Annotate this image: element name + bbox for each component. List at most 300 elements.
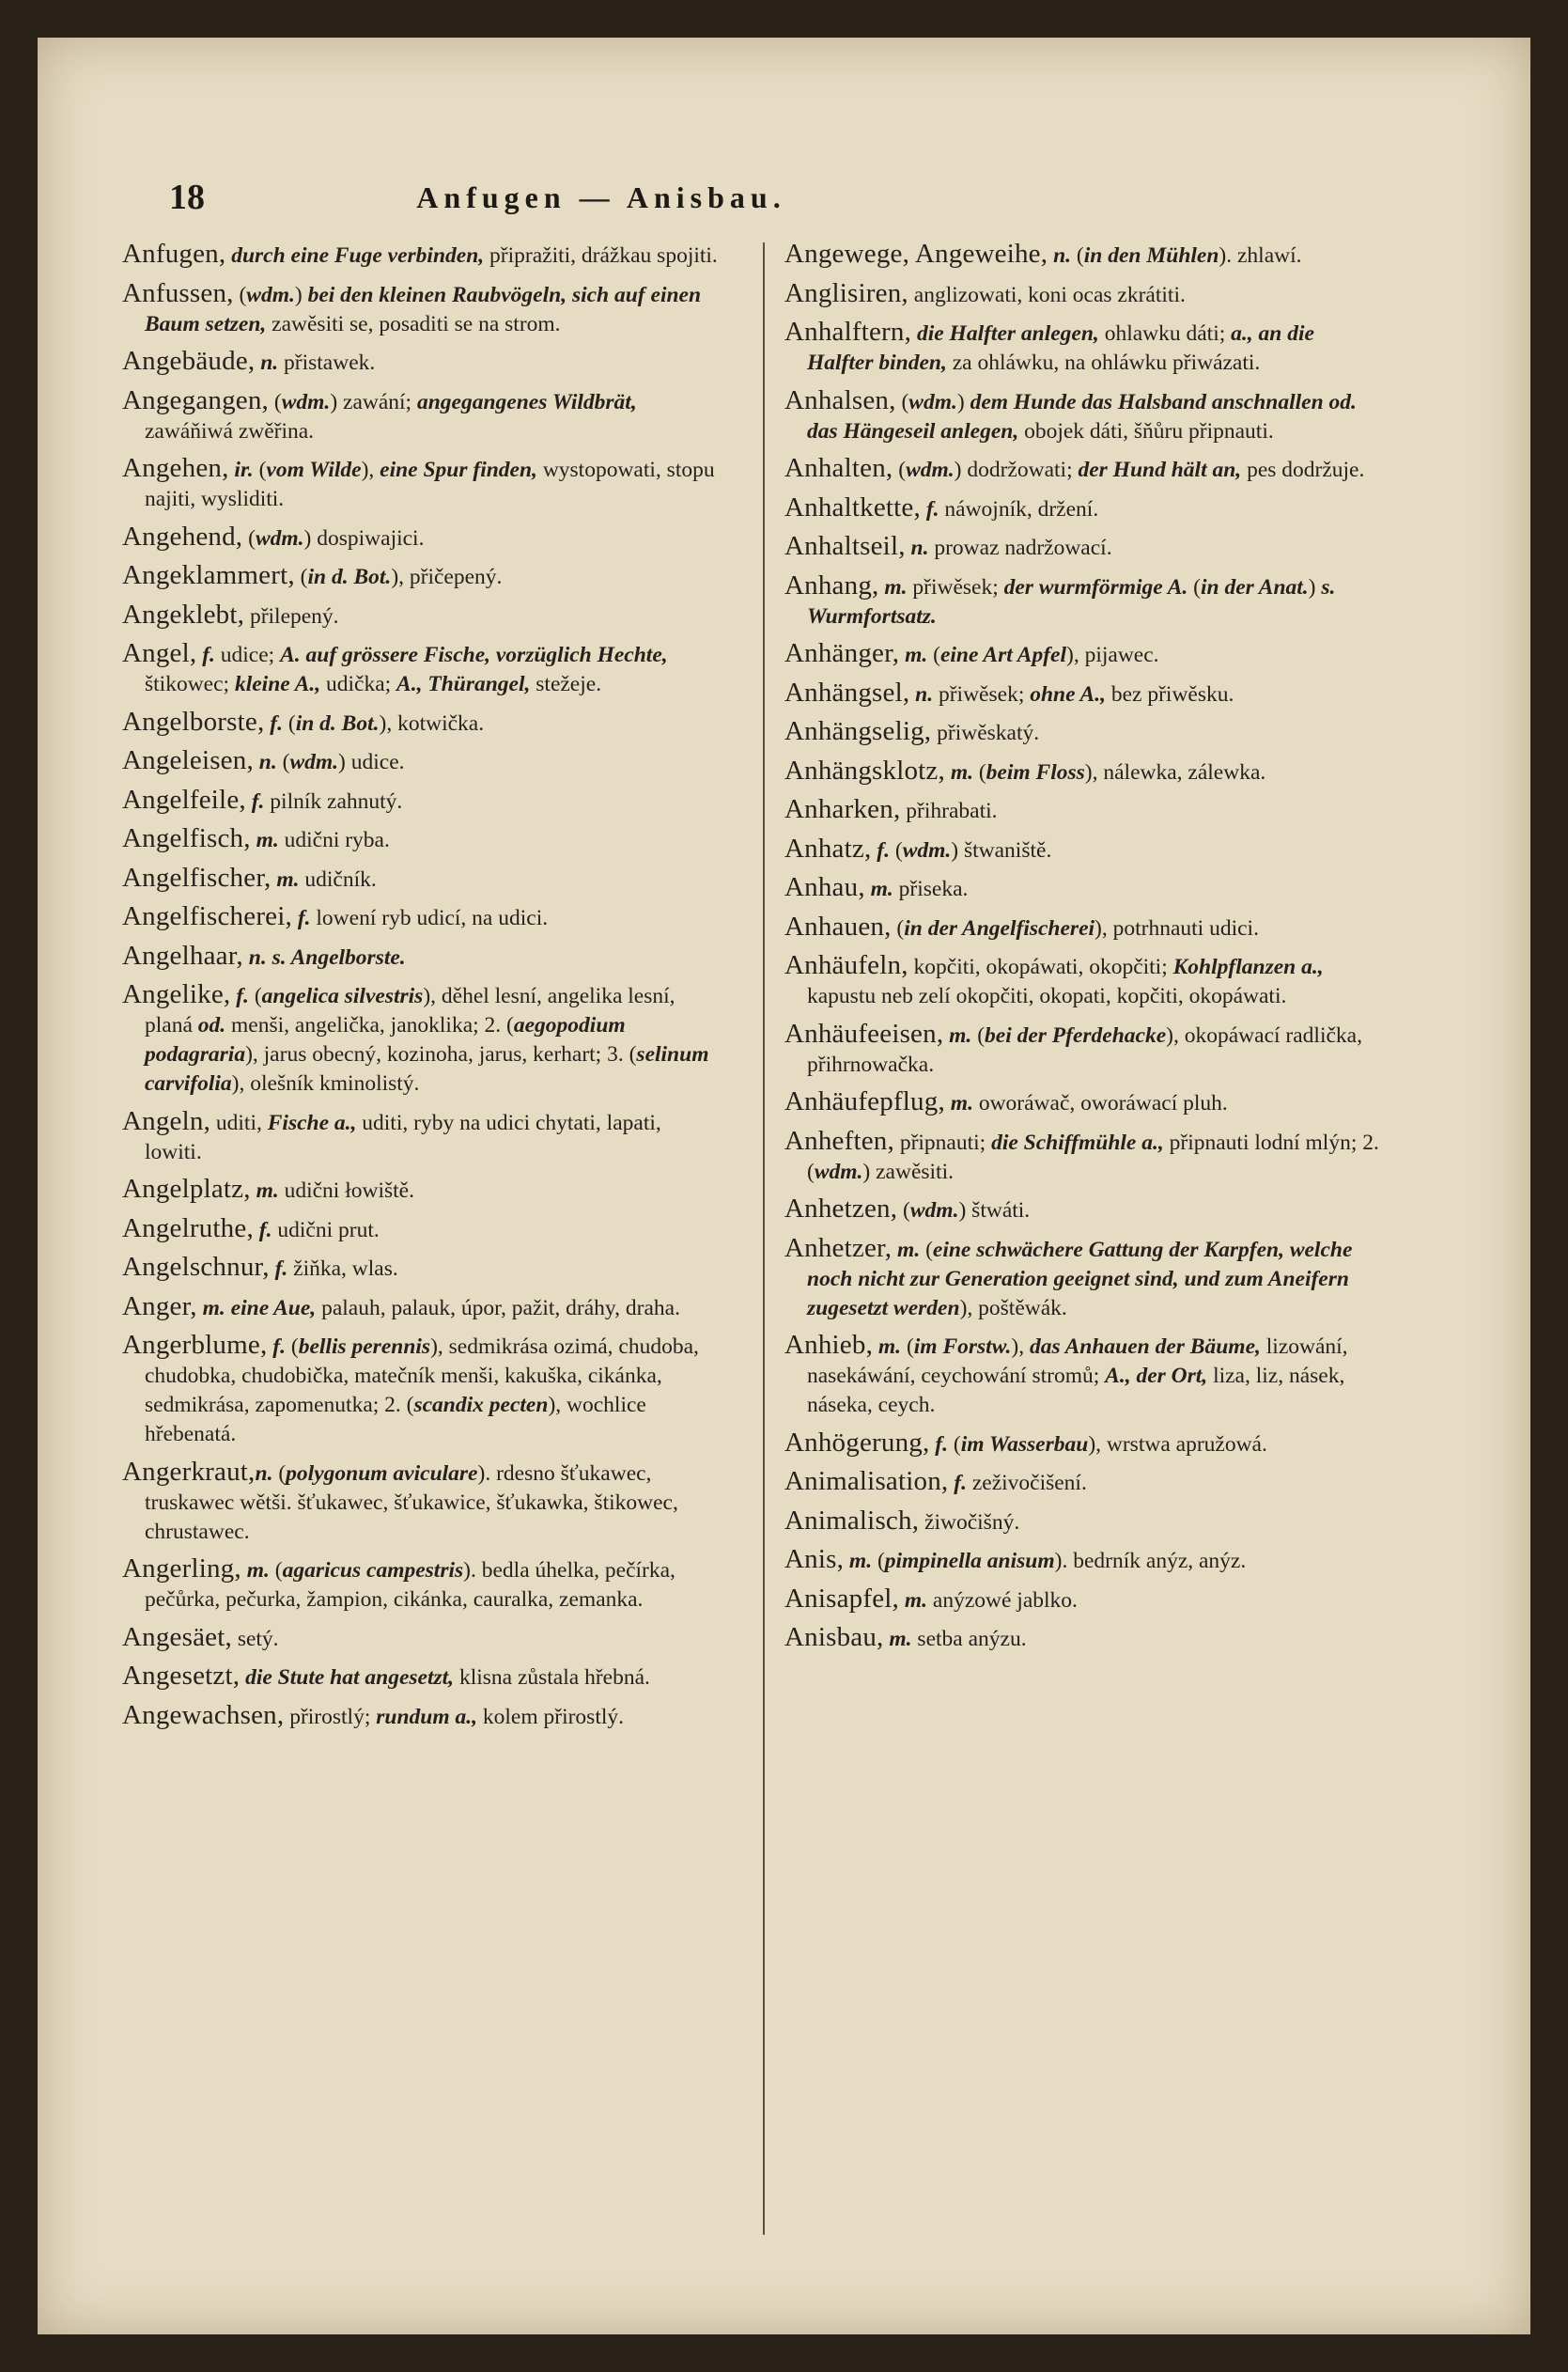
definition-segment: klisna zůstala hřebná.: [454, 1665, 650, 1690]
headword: Anhaltkette,: [784, 492, 921, 523]
dictionary-entry: [122, 1214, 723, 1245]
dictionary-entry: [784, 532, 1386, 563]
headword: Anger,: [122, 1290, 197, 1321]
italic-segment: polygonum aviculare: [286, 1460, 478, 1486]
definition-segment: (: [282, 710, 296, 736]
italic-segment: in d. Bot.: [295, 710, 380, 736]
italic-segment: pimpinella anisum: [884, 1549, 1055, 1573]
dictionary-entry: [122, 786, 723, 817]
italic-segment: f.: [920, 496, 939, 522]
definition-segment: (: [948, 1431, 961, 1457]
dictionary-entry: [122, 864, 723, 895]
dictionary-entry: [784, 951, 1386, 1011]
definition-segment: udični ryba.: [278, 828, 390, 852]
headword: Angebäude,: [122, 346, 256, 376]
headword: Anharken,: [784, 794, 901, 824]
page-header: [169, 177, 1033, 233]
italic-segment: die Stute hat angesetzt,: [240, 1665, 455, 1690]
italic-segment: bellis perennis: [298, 1334, 431, 1359]
headword: Anhieb,: [784, 1330, 874, 1360]
definition-segment: ), wrstwa apružowá.: [1088, 1431, 1267, 1457]
definition-segment: udični łowiště.: [278, 1178, 414, 1203]
headword: Anhetzen,: [784, 1194, 898, 1224]
page-number: 18: [169, 178, 205, 217]
definition-segment: zeživočišení.: [966, 1471, 1087, 1495]
dictionary-entry: [784, 1428, 1386, 1459]
definition-segment: (: [253, 458, 267, 482]
italic-segment: f.: [267, 1334, 286, 1359]
dictionary-entry: [122, 240, 723, 271]
headword: Angewege, Angeweihe,: [784, 240, 1048, 269]
headword: Angerling,: [122, 1553, 241, 1584]
definition-segment: zawáňiwá zwěřina.: [145, 418, 315, 444]
definition-segment: ) zawání;: [330, 389, 417, 414]
definition-segment: přiwěsek;: [933, 681, 1031, 707]
headword: Anhänger,: [784, 638, 900, 668]
dictionary-entry: [122, 561, 723, 592]
definition-segment: (: [242, 525, 256, 551]
italic-segment: f.: [196, 643, 215, 667]
definition-segment: (: [269, 389, 282, 414]
italic-segment: m.: [864, 877, 893, 901]
definition-segment: liza, liz, násek, náseka, ceych.: [807, 1364, 1345, 1417]
headword: Anisbau,: [784, 1622, 884, 1652]
italic-segment: Fische a.,: [267, 1110, 357, 1135]
dictionary-entry: [122, 1701, 723, 1732]
definition-segment: ), nálewka, zálewka.: [1084, 759, 1266, 785]
italic-segment: vom Wilde: [266, 458, 362, 482]
dictionary-entry: [784, 1194, 1386, 1225]
dictionary-entry: [122, 347, 723, 378]
dictionary-entry: [122, 386, 723, 446]
definition-segment: ) štwáti.: [958, 1198, 1031, 1223]
definition-segment: (: [872, 1549, 885, 1573]
definition-segment: (: [248, 984, 262, 1008]
dictionary-entry: [784, 757, 1386, 788]
headword: Angel,: [122, 638, 197, 668]
dictionary-entry: [784, 1127, 1386, 1187]
definition-segment: za ohláwku, na ohláwku přiwázati.: [946, 351, 1261, 375]
dictionary-entry: [784, 679, 1386, 710]
dictionary-entry: [784, 240, 1386, 271]
headword: Anhau,: [784, 872, 865, 902]
italic-segment: s. Wurmfortsatz.: [807, 574, 1336, 629]
definition-segment: prowaz nadržowací.: [928, 536, 1112, 560]
column-divider: [763, 242, 765, 2235]
definition-segment: pilník zahnutý.: [264, 788, 403, 814]
definition-segment: ), pijawec.: [1066, 643, 1159, 667]
italic-segment: Kohlpflanzen a.,: [1172, 955, 1324, 979]
italic-segment: wdm.: [906, 458, 955, 482]
dictionary-entry: [784, 1467, 1386, 1498]
headword: Anhaltseil,: [784, 531, 906, 561]
definition-segment: přihrabati.: [900, 799, 998, 823]
headword: Anhögerung,: [784, 1427, 930, 1458]
definition-segment: setba anýzu.: [911, 1627, 1027, 1651]
dictionary-entry: [784, 1545, 1386, 1576]
definition-segment: lizowání, nasekáwání, ceychowání stromů;: [807, 1334, 1348, 1388]
definition-segment: kolem přirostlý.: [477, 1704, 624, 1729]
headword: Angeleisen,: [122, 745, 254, 775]
dictionary-entry: [122, 1253, 723, 1284]
italic-segment: f.: [245, 788, 265, 814]
headword: Anhalftern,: [784, 317, 912, 347]
definition-segment: pes dodržuje.: [1241, 458, 1365, 482]
dictionary-entry: [784, 717, 1386, 748]
dictionary-entry: [784, 1331, 1386, 1420]
headword: Angelborste,: [122, 706, 265, 737]
dictionary-entry: [784, 386, 1386, 446]
italic-segment: n.: [253, 750, 277, 774]
definition-segment: přiseka.: [893, 877, 969, 901]
italic-segment: n.: [1048, 243, 1072, 268]
definition-segment: (: [891, 915, 905, 941]
italic-segment: im Forstw.: [913, 1334, 1012, 1359]
dictionary-entry: [122, 1623, 723, 1654]
dictionary-entry: [784, 571, 1386, 632]
italic-segment: wdm.: [814, 1159, 863, 1184]
definition-segment: náwojník, držení.: [939, 496, 1099, 522]
italic-segment: bei der Pferdehacke: [985, 1022, 1167, 1048]
definition-segment: anýzowé jablko.: [927, 1587, 1078, 1613]
headword: Anhalten,: [784, 453, 893, 483]
headword: Anhängsel,: [784, 677, 910, 708]
dictionary-entry: [122, 1458, 723, 1547]
definition-segment: ), okopáwací radlička, přihrnowačka.: [807, 1022, 1362, 1077]
italic-segment: aegopodium podagraria: [145, 1013, 626, 1067]
definition-segment: (: [276, 750, 290, 774]
definition-segment: anglizowati, koni ocas zkrátiti.: [908, 282, 1186, 307]
italic-segment: angelica silvestris: [261, 984, 424, 1008]
italic-segment: kleine A.,: [234, 672, 321, 696]
definition-segment: setý.: [231, 1626, 279, 1651]
italic-segment: eine Spur finden,: [380, 458, 537, 482]
dictionary-entry: [122, 279, 723, 339]
italic-segment: m.: [892, 1237, 921, 1262]
definition-segment: (: [897, 1198, 910, 1223]
dictionary-entry: [122, 523, 723, 554]
definition-segment: udice;: [214, 643, 281, 667]
headword: Anheften,: [784, 1125, 894, 1156]
italic-segment: wdm.: [289, 750, 339, 774]
italic-segment: ir.: [228, 458, 254, 482]
italic-segment: f.: [929, 1431, 948, 1457]
italic-segment: eine schwächere Gattung der Karpfen, welche noch nicht zur Generation geeignet sind, und zum Aneifern zugesetzt werden: [807, 1237, 1353, 1320]
dictionary-entry: [784, 1506, 1386, 1537]
definition-segment: ). bedla úhelka, pečírka, pečůrka, pečurka, žampion, cikánka, cauralka, zemanka.: [145, 1558, 675, 1612]
italic-segment: beim Floss: [986, 759, 1085, 785]
definition-segment: (: [895, 389, 909, 414]
definition-segment: (: [233, 282, 247, 307]
italic-segment: rundum a.,: [376, 1704, 477, 1729]
italic-segment: m.: [271, 866, 300, 892]
dictionary-entry: [784, 795, 1386, 826]
headword: Angewachsen,: [122, 1699, 285, 1730]
italic-segment: m.: [944, 759, 973, 785]
definition-segment: ohlawku dáti;: [1098, 321, 1232, 346]
italic-segment: bei den kleinen Raubvögeln, sich auf einen Baum setzen,: [145, 282, 702, 336]
italic-segment: n.: [255, 351, 279, 375]
dictionary-entry: [784, 318, 1386, 378]
definition-segment: kapustu neb zelí okopčiti, okopati, kopčiti, okopáwati.: [807, 984, 1287, 1008]
italic-segment: angegangenes Wildbrät,: [416, 389, 637, 414]
definition-segment: oworáwač, oworáwací pluh.: [972, 1091, 1228, 1116]
headword: Angeln,: [122, 1105, 211, 1136]
italic-segment: f.: [269, 1256, 288, 1281]
definition-segment: ), wochlice hřebenatá.: [145, 1393, 646, 1446]
italic-segment: m.: [878, 574, 908, 600]
definition-segment: ), přičepený.: [391, 565, 503, 589]
headword: Angelhaar,: [122, 940, 243, 971]
italic-segment: im Wasserbau: [960, 1431, 1089, 1457]
definition-segment: žiwočišný.: [919, 1509, 1020, 1535]
definition-segment: ), jarus obecný, kozinoha, jarus, kerhart; 3. (: [245, 1042, 637, 1067]
headword: Angerblume,: [122, 1330, 268, 1360]
headword: Animalisation,: [784, 1466, 949, 1496]
dictionary-entry: [122, 639, 723, 699]
dictionary-entry: [784, 279, 1386, 310]
dictionary-entry: [122, 746, 723, 777]
definition-segment: přistawek.: [278, 351, 376, 375]
italic-segment: f.: [871, 837, 890, 863]
headword: Anhäufeln,: [784, 950, 908, 980]
italic-segment: wdm.: [281, 389, 331, 414]
headword: Anhetzer,: [784, 1232, 893, 1263]
definition-segment: přirostlý;: [284, 1704, 377, 1729]
headword: Angerkraut,: [122, 1456, 256, 1487]
headword: Angelplatz,: [122, 1174, 251, 1204]
headword: Angelfisch,: [122, 823, 251, 853]
italic-segment: m.: [943, 1022, 972, 1048]
dictionary-entry: [784, 1623, 1386, 1654]
italic-segment: in den Mühlen: [1083, 243, 1219, 268]
italic-segment: der wurmförmige A.: [1003, 574, 1188, 600]
definition-segment: (: [901, 1334, 914, 1359]
dictionary-entry: [122, 601, 723, 632]
italic-segment: durch eine Fuge verbinden,: [225, 243, 485, 268]
dictionary-entry: [122, 824, 723, 855]
italic-segment: n.: [905, 536, 929, 560]
italic-segment: A. auf grössere Fische, vorzüglich Hechte,: [280, 643, 668, 667]
dictionary-entry: [784, 835, 1386, 866]
headword: Anfugen,: [122, 240, 226, 269]
dictionary-entry: [122, 1554, 723, 1615]
italic-segment: wdm.: [255, 525, 304, 551]
definition-segment: lowení ryb udicí, na udici.: [310, 906, 549, 930]
definition-segment: ) štwaniště.: [951, 837, 1052, 863]
headword: Anhang,: [784, 570, 879, 601]
definition-segment: štikowec;: [145, 672, 235, 696]
right-column: [784, 240, 1386, 2288]
italic-segment: agaricus campestris: [282, 1558, 464, 1583]
definition-segment: udični prut.: [272, 1217, 380, 1242]
headword: Angegangen,: [122, 384, 270, 415]
definition-segment: žiňka, wlas.: [287, 1256, 398, 1281]
italic-segment: eine Art Apfel: [939, 643, 1066, 667]
italic-segment: m.: [944, 1091, 973, 1116]
definition-segment: (: [272, 1460, 287, 1486]
italic-segment: in der Anat.: [1200, 574, 1309, 600]
headword: Animalisch,: [784, 1505, 920, 1536]
definition-segment: přilepený.: [244, 603, 339, 629]
definition-segment: připražiti, drážkau spojiti.: [484, 243, 718, 268]
running-head: Anfugen — Anisbau.: [416, 180, 786, 214]
italic-segment: n.: [255, 1460, 273, 1486]
headword: Anglisiren,: [784, 277, 908, 308]
definition-segment: ) dospiwajici.: [303, 525, 425, 551]
headword: Anis,: [784, 1544, 845, 1574]
dictionary-entry: [122, 902, 723, 933]
headword: Anhäufeeisen,: [784, 1018, 944, 1049]
definition-segment: ), potrhnauti udici.: [1094, 915, 1259, 941]
italic-segment: m.: [844, 1549, 873, 1573]
definition-segment: (: [893, 458, 907, 482]
definition-segment: zawěsiti se, posaditi se na strom.: [266, 311, 561, 336]
dictionary-entry: [122, 1292, 723, 1323]
definition-segment: menši, angelička, janoklika; 2. (: [225, 1013, 514, 1038]
dictionary-entry: [122, 1662, 723, 1693]
dictionary-entry: [122, 1107, 723, 1167]
italic-segment: scandix pecten: [413, 1393, 549, 1417]
headword: Angelruthe,: [122, 1212, 254, 1243]
definition-segment: ),: [1011, 1334, 1030, 1359]
italic-segment: f.: [264, 710, 283, 736]
headword: Angehen,: [122, 453, 229, 483]
definition-segment: ), sedmikrása ozimá, chudoba, chudobka, chudobička, matečník menši, kakuška, cikánka, sedmikrása, zapomenutka; 2. (: [145, 1334, 699, 1417]
headword: Anhängsklotz,: [784, 755, 945, 786]
headword: Angelfeile,: [122, 784, 246, 815]
headword: Anhängselig,: [784, 716, 932, 746]
italic-segment: n.: [909, 681, 934, 707]
headword: Angeklammert,: [122, 560, 295, 590]
definition-segment: připnauti;: [893, 1130, 992, 1155]
headword: Angelfischerei,: [122, 901, 292, 931]
headword: Angesäet,: [122, 1621, 232, 1652]
dictionary-entry: [784, 1234, 1386, 1323]
italic-segment: f.: [230, 984, 249, 1008]
definition-segment: (: [920, 1237, 933, 1262]
definition-segment: (: [286, 1334, 299, 1359]
definition-segment: přiwěsek;: [907, 574, 1004, 600]
definition-segment: bez přiwěsku.: [1105, 681, 1234, 707]
dictionary-entry: [784, 454, 1386, 485]
definition-segment: (: [1071, 243, 1084, 268]
italic-segment: die Schiffmühle a.,: [991, 1130, 1164, 1155]
italic-segment: f.: [291, 906, 311, 930]
headword: Angeklebt,: [122, 599, 245, 630]
italic-segment: m.: [883, 1627, 912, 1651]
italic-segment: wdm.: [902, 837, 952, 863]
definition-segment: kopčiti, okopáwati, okopčiti;: [908, 955, 1173, 979]
italic-segment: m. eine Aue,: [196, 1295, 317, 1320]
definition-segment: ) udice.: [338, 750, 405, 774]
italic-segment: a., an die Halfter binden,: [807, 321, 1314, 375]
definition-segment: (: [269, 1558, 283, 1583]
dictionary-entry: [122, 980, 723, 1099]
italic-segment: wdm.: [908, 389, 957, 414]
headword: Anhatz,: [784, 833, 872, 864]
italic-segment: A., Thürangel,: [396, 672, 531, 696]
definition-segment: ), děhel lesní, angelika lesní, planá: [145, 984, 675, 1038]
definition-segment: ) zawěsiti.: [862, 1159, 954, 1184]
headword: Anfussen,: [122, 277, 234, 308]
definition-segment: obojek dáti, šňůru připnauti.: [1018, 418, 1274, 444]
italic-segment: m.: [250, 828, 279, 852]
italic-segment: A., der Ort,: [1105, 1364, 1208, 1388]
italic-segment: ohne A.,: [1030, 681, 1106, 707]
headword: Anhauen,: [784, 911, 892, 942]
definition-segment: připnauti lodní mlýn; 2. (: [807, 1130, 1379, 1184]
italic-segment: od.: [197, 1013, 226, 1038]
headword: Angesetzt,: [122, 1661, 241, 1691]
dictionary-entry: [784, 1020, 1386, 1080]
italic-segment: wdm.: [909, 1198, 959, 1223]
definition-segment: ): [956, 389, 970, 414]
definition-segment: udička;: [320, 672, 397, 696]
definition-segment: ). zhlawí.: [1219, 243, 1302, 268]
italic-segment: f.: [948, 1471, 967, 1495]
headword: Angelschnur,: [122, 1252, 270, 1282]
italic-segment: dem Hunde das Halsband anschnallen od. das Hängeseil anlegen,: [807, 389, 1357, 444]
italic-segment: wdm.: [246, 282, 295, 307]
definition-segment: ), kotwička.: [379, 710, 485, 736]
dictionary-entry: [122, 454, 723, 514]
headword: Angelike,: [122, 979, 231, 1009]
definition-segment: (: [927, 643, 940, 667]
dictionary-entry: [122, 1331, 723, 1449]
definition-segment: ),: [361, 458, 380, 482]
headword: Anhäufepflug,: [784, 1086, 945, 1116]
definition-segment: stežeje.: [530, 672, 602, 696]
headword: Anhalsen,: [784, 384, 896, 415]
definition-segment: ). bedrník anýz, anýz.: [1054, 1549, 1247, 1573]
italic-segment: m.: [899, 643, 928, 667]
dictionary-entry: [122, 708, 723, 739]
italic-segment: die Halfter anlegen,: [911, 321, 1099, 346]
definition-segment: (: [889, 837, 903, 863]
left-column: [122, 240, 723, 2288]
italic-segment: n. s. Angelborste.: [242, 944, 406, 970]
headword: Anisapfel,: [784, 1583, 899, 1614]
dictionary-entry: [122, 1175, 723, 1206]
dictionary-entry: [122, 942, 723, 973]
italic-segment: in der Angelfischerei: [904, 915, 1095, 941]
italic-segment: m.: [899, 1587, 928, 1613]
italic-segment: selinum carvifolia: [145, 1042, 709, 1096]
italic-segment: in d. Bot.: [307, 565, 392, 589]
definition-segment: uditi, ryby na udici chytati, lapati, lowiti.: [145, 1110, 661, 1164]
definition-segment: ), poštěwák.: [959, 1295, 1067, 1320]
definition-segment: uditi,: [210, 1110, 268, 1135]
italic-segment: der Hund hält an,: [1078, 458, 1242, 482]
dictionary-entry: [784, 873, 1386, 904]
italic-segment: m.: [241, 1558, 270, 1583]
dictionary-entry: [784, 913, 1386, 944]
dictionary-entry: [784, 639, 1386, 670]
headword: Angehend,: [122, 521, 243, 552]
definition-segment: (: [1188, 574, 1201, 600]
definition-segment: ): [294, 282, 308, 307]
definition-segment: ). rdesno šťukawec, truskawec wětši. šťukawec, šťukawice, šťukawka, štikowec, chrustawec.: [145, 1460, 678, 1544]
definition-segment: (: [971, 1022, 986, 1048]
italic-segment: m.: [873, 1334, 902, 1359]
definition-segment: ) dodržowati;: [954, 458, 1079, 482]
dictionary-entry: [784, 1584, 1386, 1615]
definition-segment: (: [294, 565, 308, 589]
definition-segment: wystopowati, stopu najiti, wysliditi.: [145, 458, 715, 511]
italic-segment: das Anhauen der Bäume,: [1029, 1334, 1261, 1359]
italic-segment: f.: [253, 1217, 272, 1242]
